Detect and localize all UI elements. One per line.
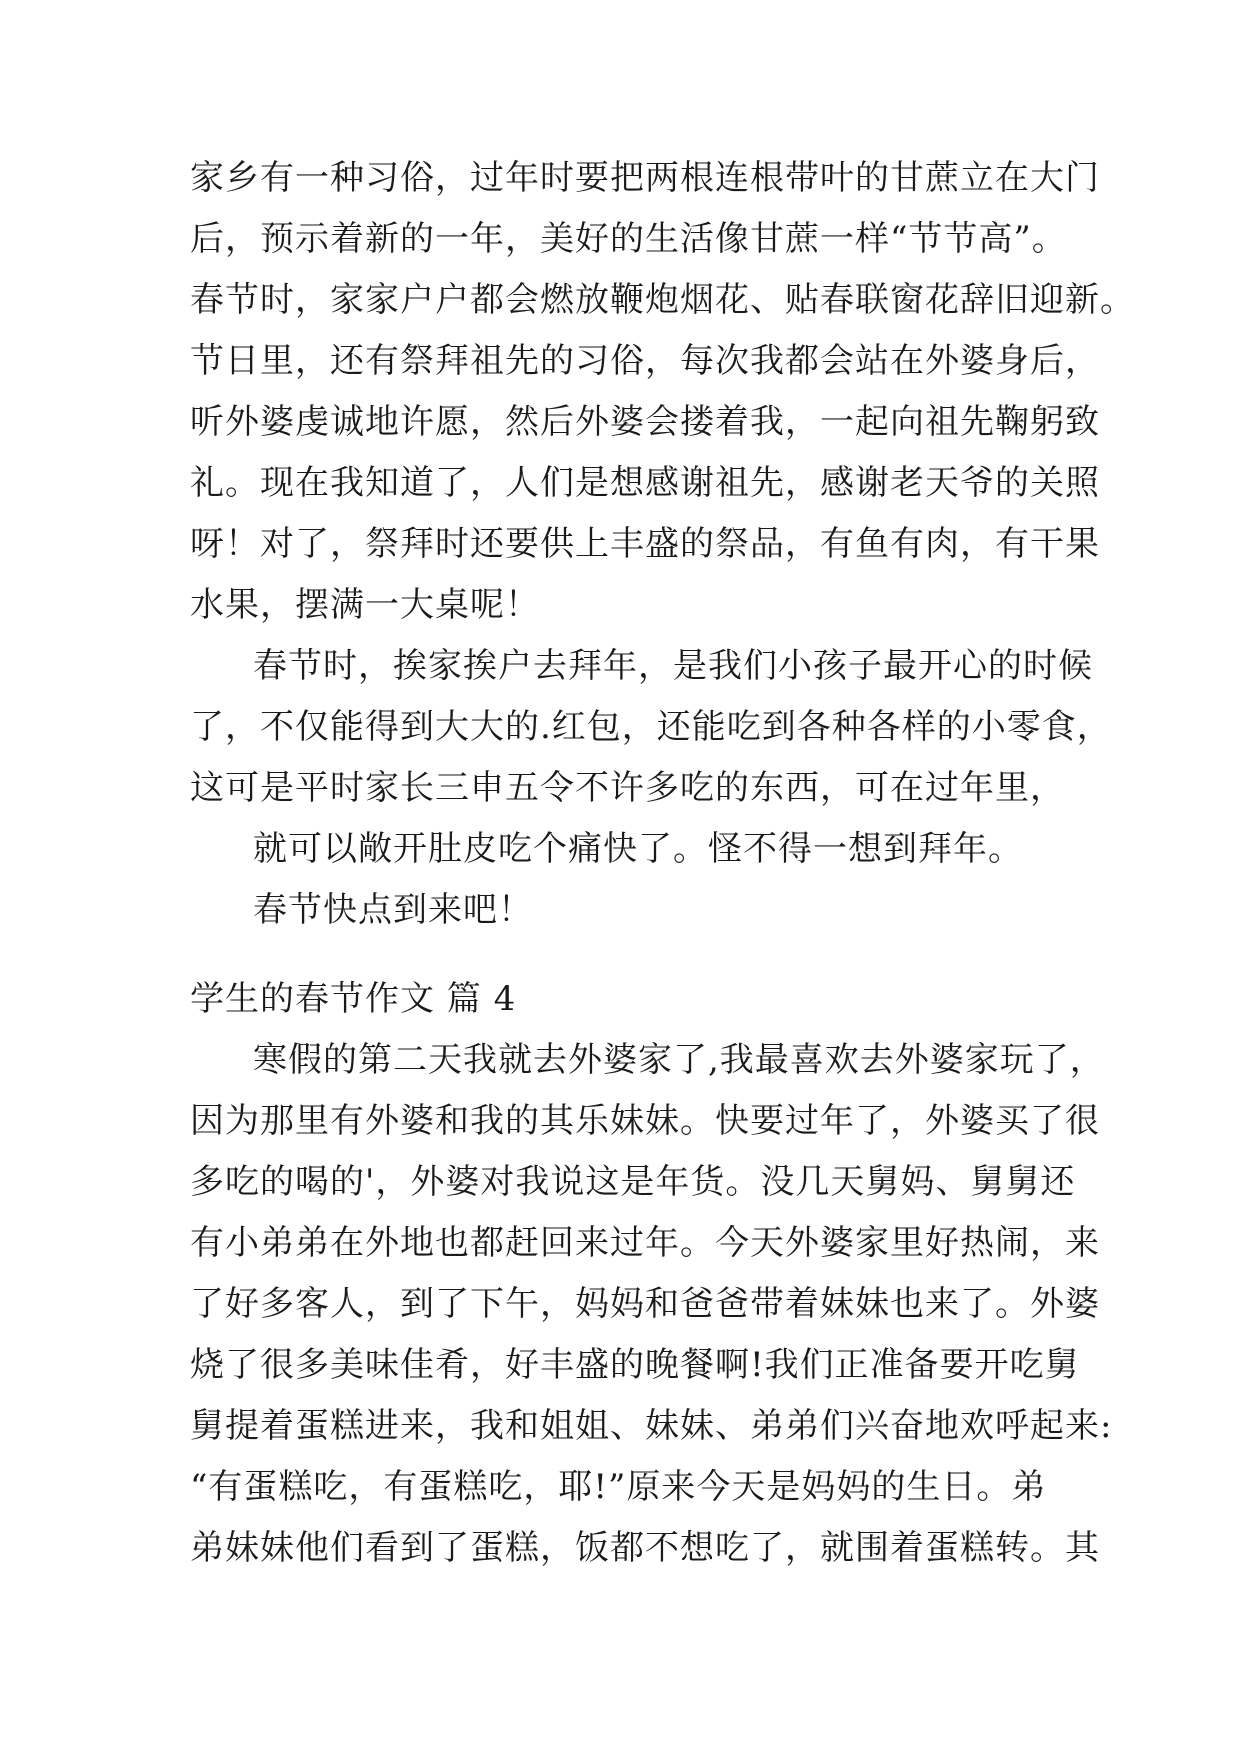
text-line: 礼。现在我知道了，人们是想感谢祖先，感谢老天爷的关照 xyxy=(190,463,1100,503)
text-line: 就可以敞开肚皮吃个痛快了。怪不得一想到拜年。 xyxy=(253,829,1023,869)
text-line: 因为那里有外婆和我的其乐妹妹。快要过年了，外婆买了很 xyxy=(190,1101,1100,1141)
text-line: 多吃的喝的'，外婆对我说这是年货。没几天舅妈、舅舅还 xyxy=(190,1162,1076,1202)
section-title-block xyxy=(190,969,1070,1030)
text-line: 了，不仅能得到大大的.红包，还能吃到各种各样的小零食， xyxy=(190,707,1112,747)
text-line: 呀！对了，祭拜时还要供上丰盛的祭品，有鱼有肉，有干果 xyxy=(190,524,1100,564)
text-line: 春节快点到来吧！ xyxy=(253,890,533,930)
bottom-text-block xyxy=(190,1030,1113,1579)
text-line: 节日里，还有祭拜祖先的习俗，每次我都会站在外婆身后， xyxy=(190,341,1100,381)
text-line: 了好多客人，到了下午，妈妈和爸爸带着妹妹也来了。外婆 xyxy=(190,1284,1100,1324)
text-line: 有小弟弟在外地也都赶回来过年。今天外婆家里好热闹，来 xyxy=(190,1223,1100,1263)
text-line: 听外婆虔诚地许愿，然后外婆会搂着我，一起向祖先鞠躬致 xyxy=(190,402,1100,442)
text-line: 春节时，家家户户都会燃放鞭炮烟花、贴春联窗花辞旧迎新。 xyxy=(190,280,1135,320)
top-text-block xyxy=(190,148,1135,941)
text-line: 弟妹妹他们看到了蛋糕，饭都不想吃了，就围着蛋糕转。其 xyxy=(190,1528,1100,1568)
text-line: 水果，摆满一大桌呢！ xyxy=(190,585,540,625)
text-line: 家乡有一种习俗，过年时要把两根连根带叶的甘蔗立在大门 xyxy=(190,158,1100,198)
text-line: 寒假的第二天我就去外婆家了,我最喜欢去外婆家玩了， xyxy=(253,1040,1105,1080)
text-line: 烧了很多美味佳肴，好丰盛的晚餐啊!我们正准备要开吃舅 xyxy=(190,1345,1080,1385)
text-line: 后，预示着新的一年，美好的生活像甘蔗一样“节节高”。 xyxy=(190,219,1067,259)
text-line: 这可是平时家长三申五令不许多吃的东西，可在过年里， xyxy=(190,768,1065,808)
text-line: 舅提着蛋糕进来，我和姐姐、妹妹、弟弟们兴奋地欢呼起来: xyxy=(190,1406,1113,1446)
text-line: “有蛋糕吃，有蛋糕吃，耶!”原来今天是妈妈的生日。弟 xyxy=(190,1467,1047,1507)
section-title: 学生的春节作文 篇 4 xyxy=(190,979,517,1019)
text-line: 春节时，挨家挨户去拜年，是我们小孩子最开心的时候 xyxy=(253,646,1093,686)
